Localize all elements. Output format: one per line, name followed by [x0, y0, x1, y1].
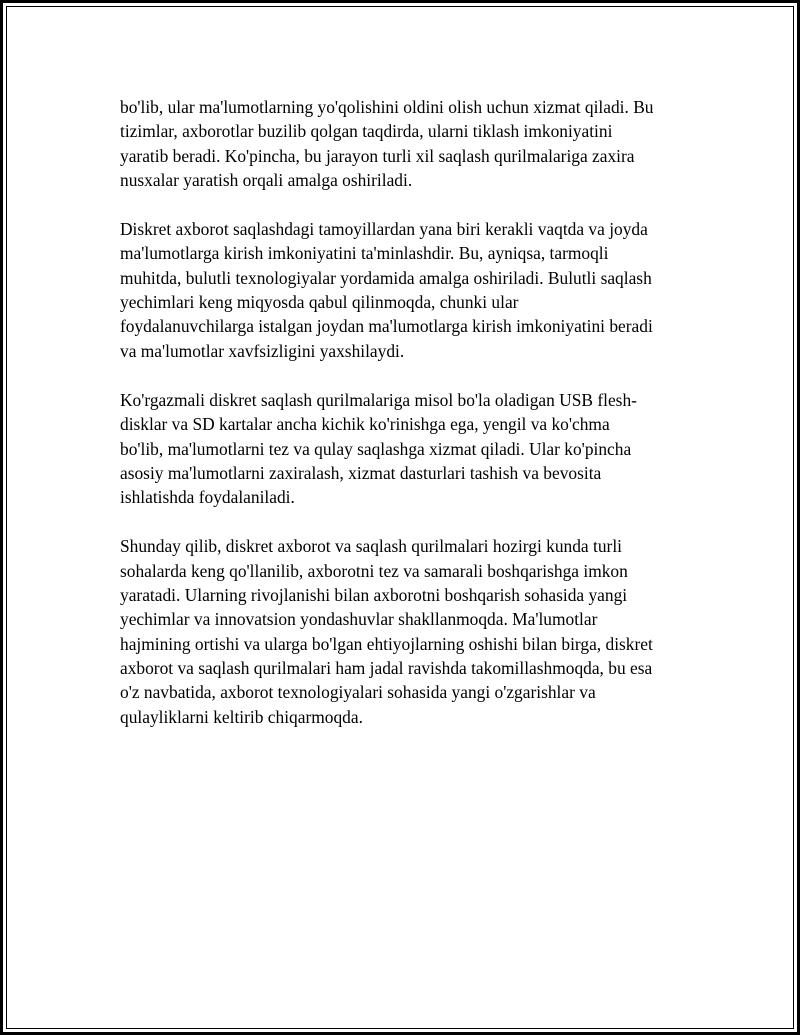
paragraph-line: muhitda, bulutli texnologiyalar yordamida amalga oshiriladi. Bulutli saqlash [120, 267, 652, 288]
paragraph-line: ma'lumotlarga kirish imkoniyatini ta'minlashdir. Bu, ayniqsa, tarmoqli [120, 243, 609, 264]
paragraph-line: bo'lib, ular ma'lumotlarning yo'qolishini oldini olish uchun xizmat qiladi. Bu [120, 97, 654, 117]
paragraph-line: Ko'rgazmali diskret saqlash qurilmalariga misol bo'la oladigan USB flesh- [120, 389, 637, 410]
paragraph-2 [120, 217, 680, 363]
paragraph-line: foydalanuvchilarga istalgan joydan ma'lumotlarga kirish imkoniyatini beradi [120, 316, 653, 337]
paragraph-line: qulayliklarni keltirib chiqarmoqda. [120, 706, 363, 727]
paragraph-line: yaratib beradi. Ko'pincha, bu jarayon turli xil saqlash qurilmalariga zaxira [120, 145, 635, 166]
paragraph-line: tizimlar, axborotlar buzilib qolgan taqdirda, ularni tiklash imkoniyatini [120, 121, 613, 142]
paragraph-line: disklar va SD kartalar ancha kichik ko'rinishga ega, yengil va ko'chma [120, 414, 610, 435]
paragraph-line: sohalarda keng qo'llanilib, axborotni tez va samarali boshqarishga imkon [120, 560, 628, 581]
paragraph-line: asosiy ma'lumotlarni zaxiralash, xizmat dasturlari tashish va bevosita [120, 462, 602, 483]
paragraph-line: yechimlar va innovatsion yondashuvlar shakllanmoqda. Ma'lumotlar [120, 609, 598, 630]
document-body [120, 95, 680, 754]
paragraph-3 [120, 388, 680, 509]
paragraph-line: bo'lib, ma'lumotlarni tez va qulay saqlashga xizmat qiladi. Ular ko'pincha [120, 438, 632, 459]
paragraph-line: yechimlari keng miqyosda qabul qilinmoqda, chunki ular [120, 292, 519, 313]
paragraph-4 [120, 534, 680, 728]
paragraph-line: o'z navbatida, axborot texnologiyalari sohasida yangi o'zgarishlar va [120, 682, 596, 703]
paragraph-line: axborot va saqlash qurilmalari ham jadal ravishda takomillashmoqda, bu esa [120, 657, 653, 678]
paragraph-line: Shunday qilib, diskret axborot va saqlash qurilmalari hozirgi kunda turli [120, 536, 622, 557]
paragraph-line: va ma'lumotlar xavfsizligini yaxshilaydi. [120, 340, 405, 361]
paragraph-line: Diskret axborot saqlashdagi tamoyillardan yana biri kerakli vaqtda va joyda [120, 219, 648, 240]
paragraph-line: yaratadi. Ularning rivojlanishi bilan axborotni boshqarish sohasida yangi [120, 585, 628, 606]
paragraph-line: hajmining ortishi va ularga bo'lgan ehtiyojlarning oshishi bilan birga, diskret [120, 633, 653, 654]
paragraph-line: nusxalar yaratish orqali amalga oshiriladi. [120, 169, 413, 190]
paragraph-line: ishlatishda foydalaniladi. [120, 487, 295, 508]
paragraph-1 [120, 95, 680, 192]
